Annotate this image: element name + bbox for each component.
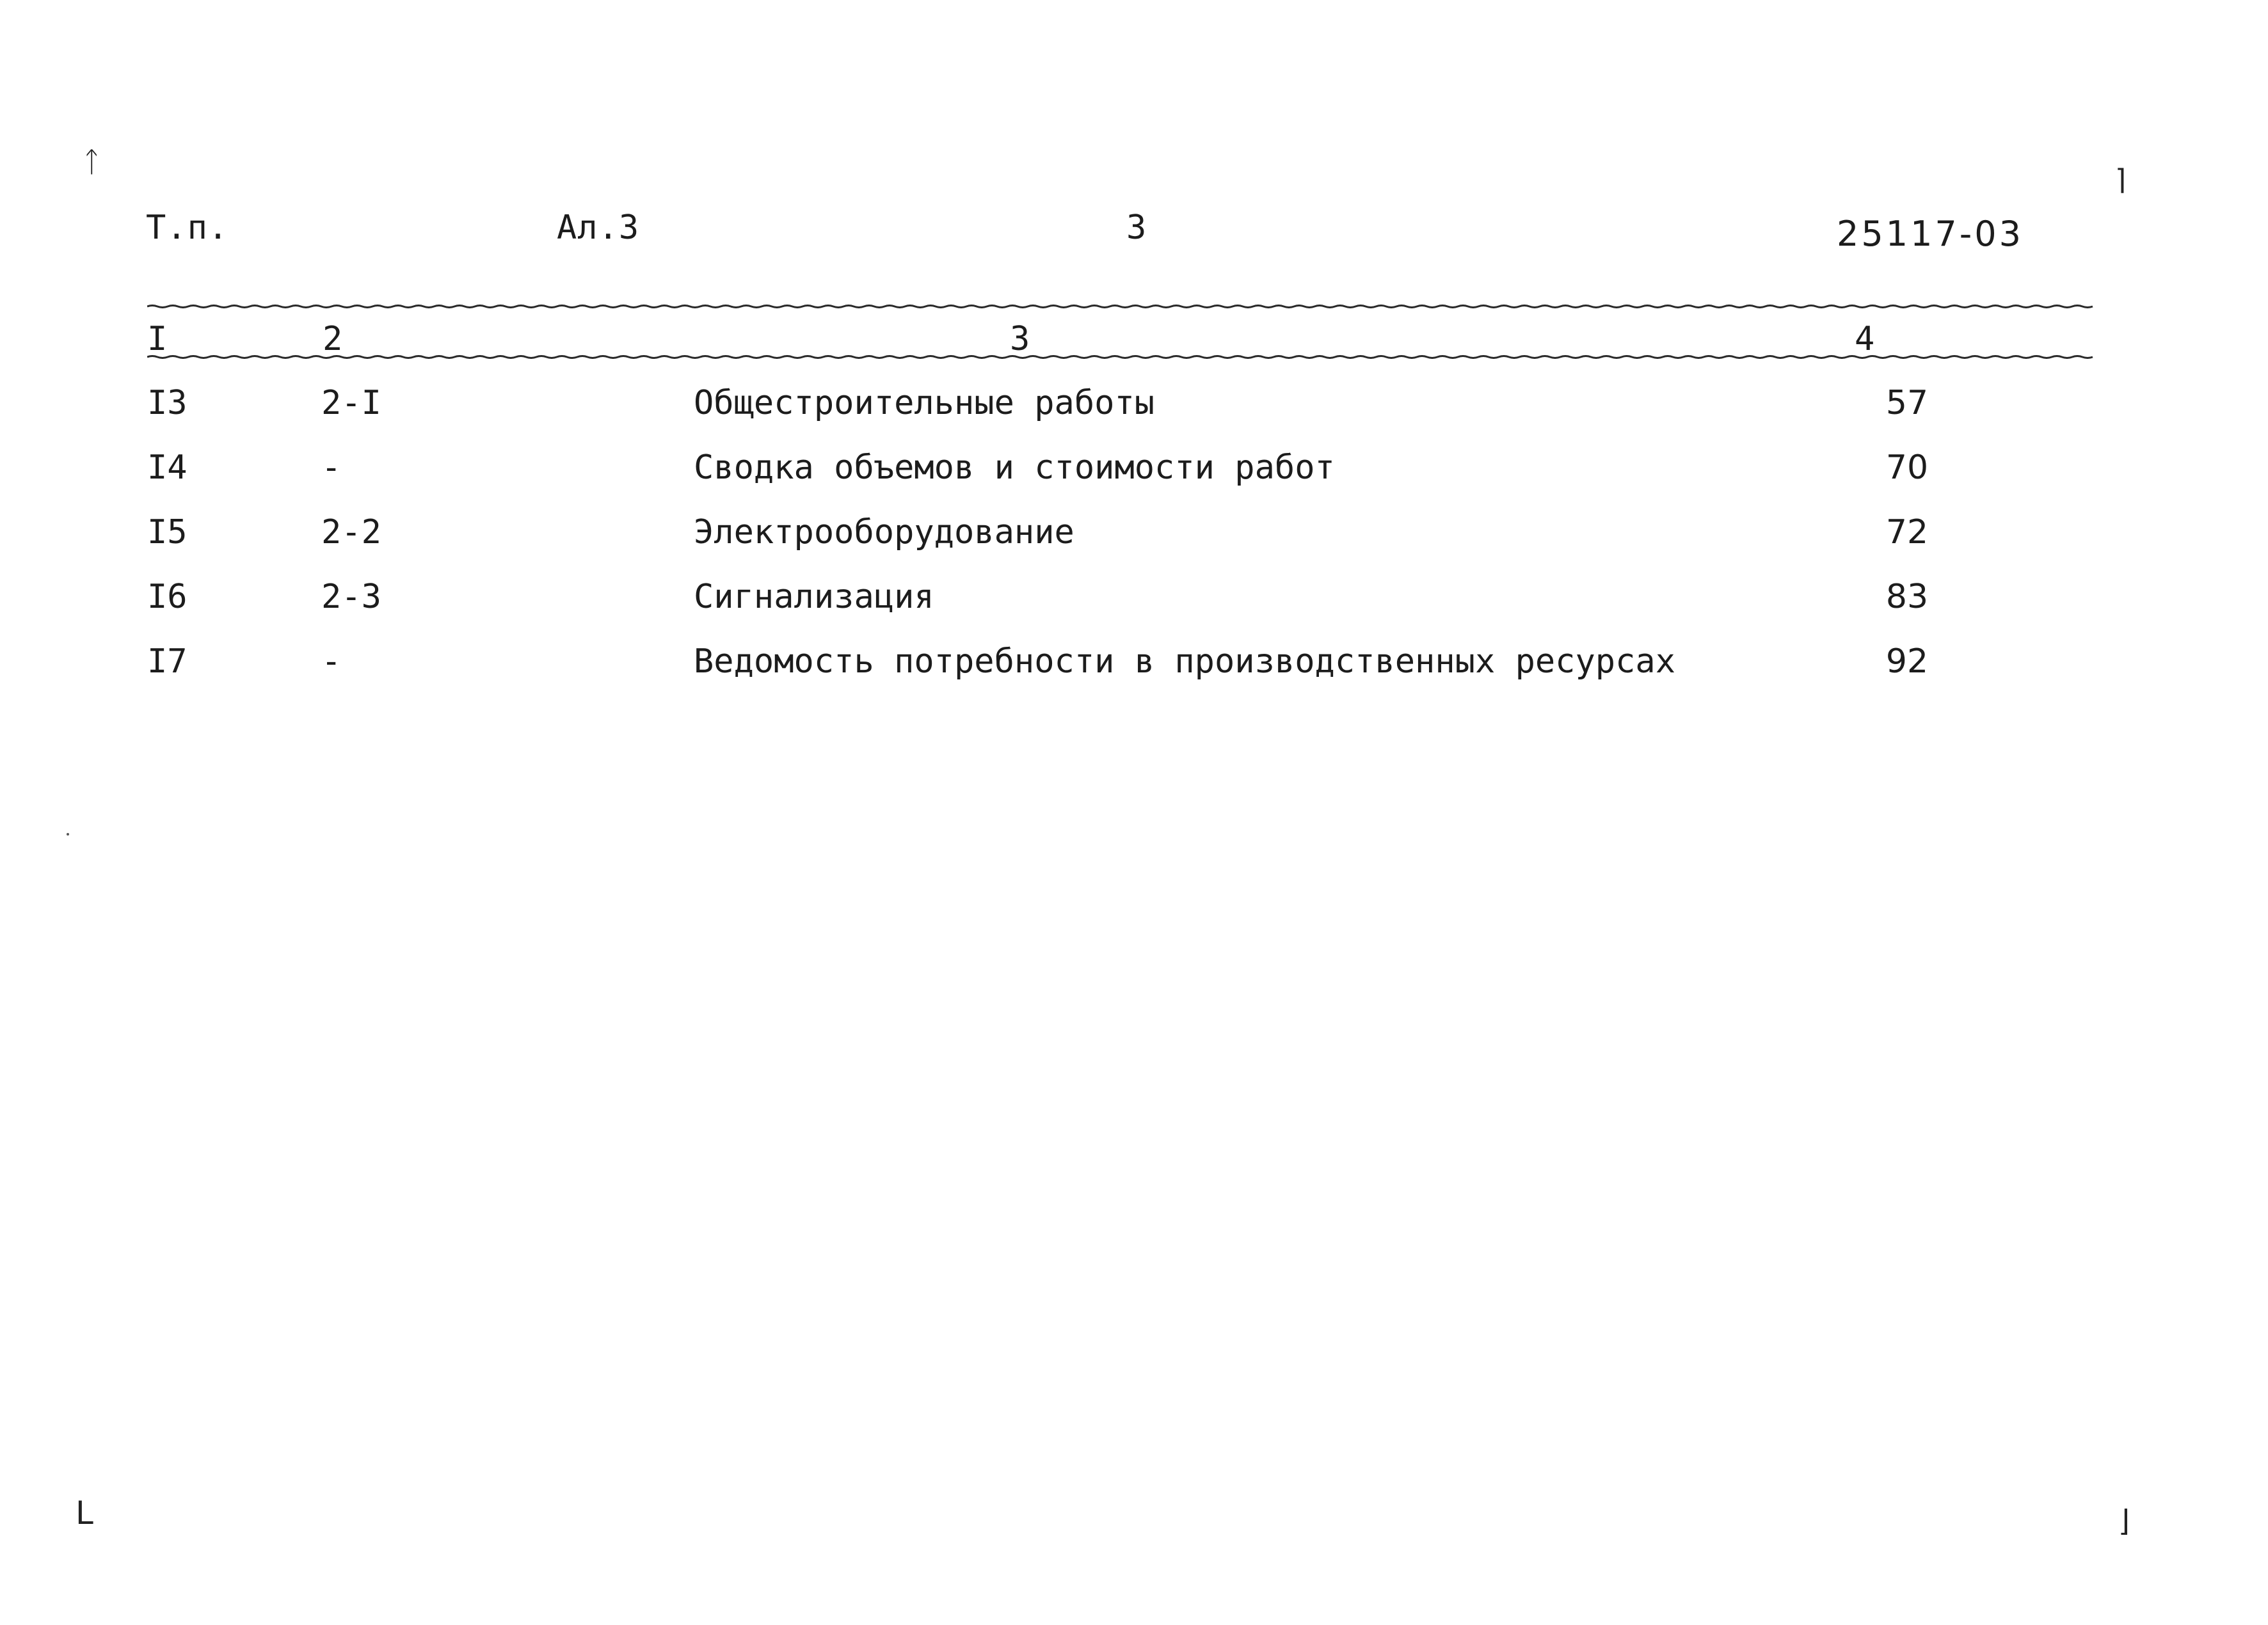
- row-page: 83: [1885, 578, 1929, 616]
- table-row: [0, 642, 2268, 707]
- column-number-4: 4: [1855, 320, 1875, 358]
- header-doc-code: 25117-03: [1837, 214, 2024, 254]
- table-row: [0, 384, 2268, 448]
- row-number: I6: [147, 578, 188, 616]
- row-page: 57: [1885, 384, 1929, 422]
- column-number-2: 2: [323, 320, 343, 358]
- header-series: Т.п.: [146, 209, 229, 247]
- row-title: Сигнализация: [694, 578, 934, 616]
- header-album: Ал.3: [557, 209, 640, 247]
- column-number-3: 3: [1010, 320, 1030, 358]
- row-page: 92: [1885, 642, 1929, 681]
- row-page: 70: [1885, 448, 1929, 487]
- table-row: [0, 513, 2268, 578]
- row-section: 2-2: [321, 513, 381, 551]
- row-section: 2-I: [321, 384, 381, 422]
- row-number: I5: [147, 513, 188, 551]
- column-number-1: I: [147, 320, 168, 358]
- corner-mark-top-left: ᛏ: [83, 146, 100, 178]
- row-title: Общестроительные работы: [694, 384, 1155, 422]
- row-number: I3: [147, 384, 188, 422]
- header-page-number: 3: [1126, 209, 1147, 247]
- row-title: Сводка объемов и стоимости работ: [694, 448, 1335, 487]
- table-row: [0, 578, 2268, 642]
- corner-mark-bottom-right: ⌋: [2118, 1503, 2130, 1538]
- row-section: -: [321, 448, 342, 487]
- table-row: [0, 448, 2268, 513]
- row-title: Электрооборудование: [694, 513, 1074, 551]
- row-number: I7: [147, 642, 188, 681]
- row-title: Ведомость потребности в производственных ресурсах: [694, 642, 1676, 681]
- table-top-rule: [147, 305, 2094, 308]
- corner-mark-top-right: ⌉: [2115, 164, 2127, 196]
- table-header-rule: [147, 355, 2094, 359]
- row-section: 2-3: [321, 578, 381, 616]
- scan-speck: [67, 833, 69, 836]
- row-section: -: [321, 642, 342, 681]
- contents-table: [0, 384, 2268, 707]
- corner-mark-bottom-left: L: [76, 1494, 93, 1532]
- row-number: I4: [147, 448, 188, 487]
- row-page: 72: [1885, 513, 1929, 551]
